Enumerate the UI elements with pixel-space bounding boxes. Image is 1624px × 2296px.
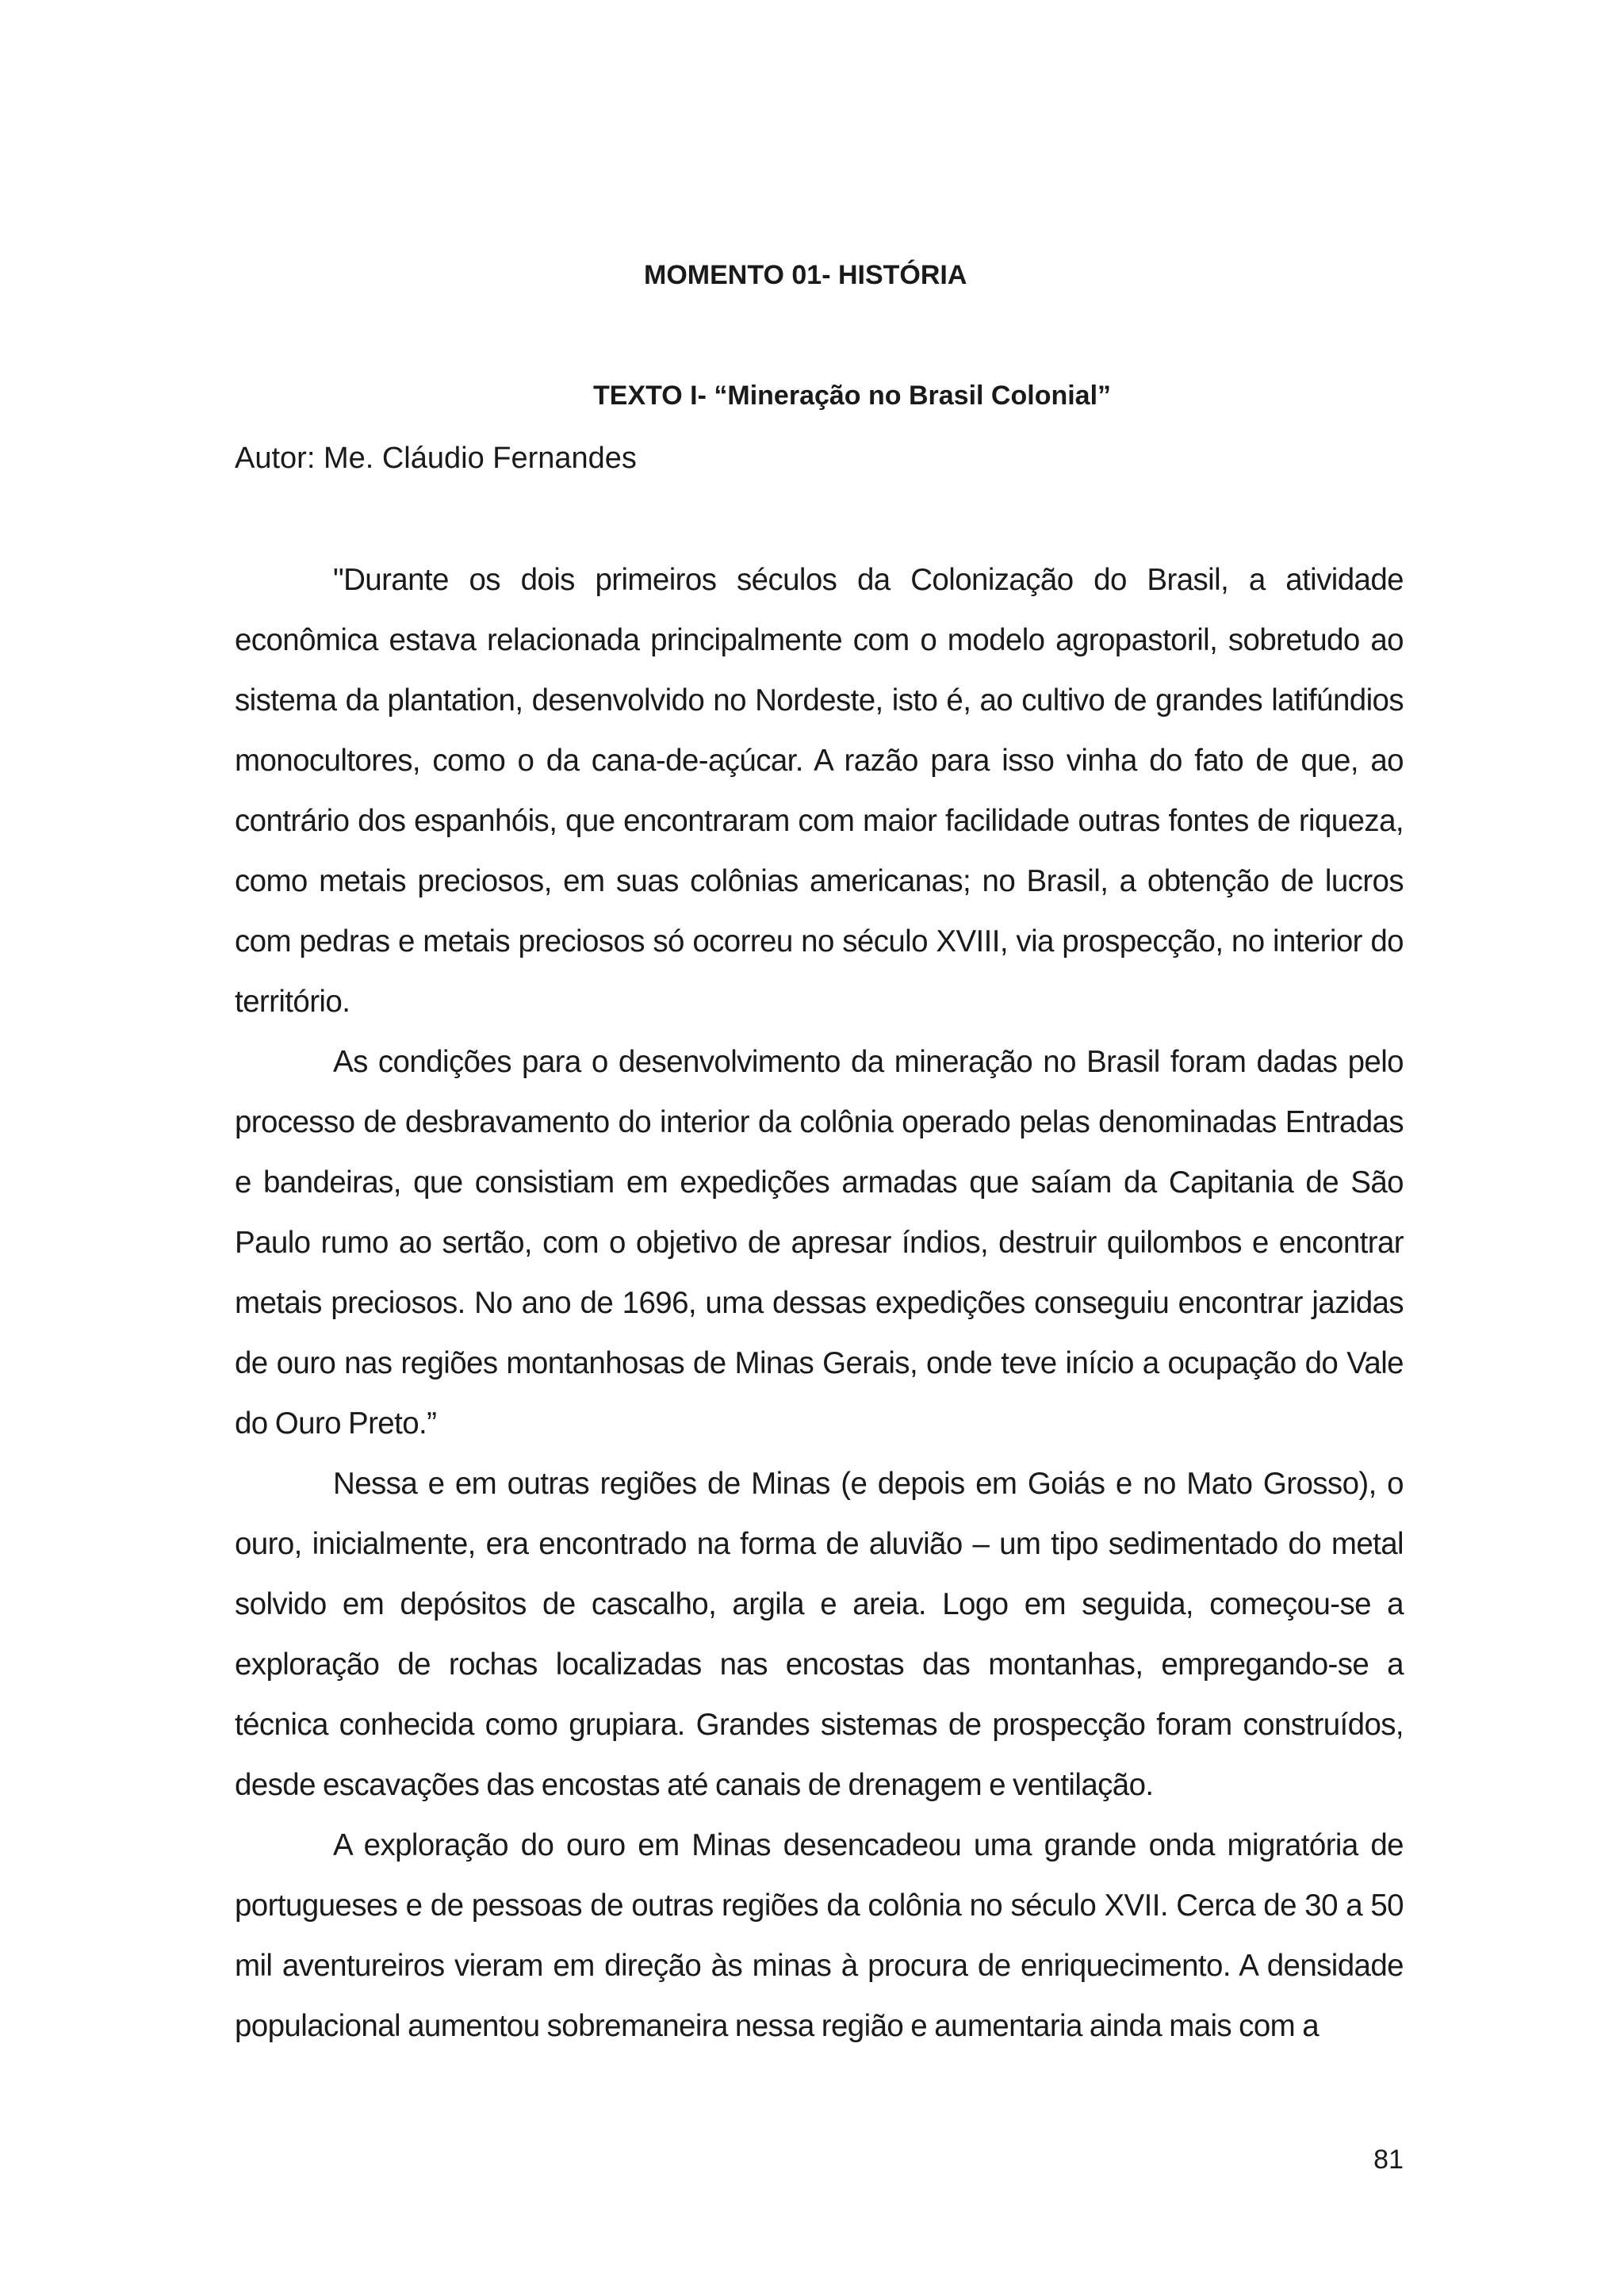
- body-text: [235, 550, 1404, 2057]
- paragraph: "Durante os dois primeiros séculos da Colonização do Brasil, a atividade econômica estava relacionada principalmente com o modelo agropastoril, sobretudo ao sistema da plantation, desenvolvido no Nordeste, isto é, ao cultivo de grandes latifúndios monocultores, como o da cana-de-açúcar. A razão para isso vinha do fato de que, ao contrário dos espanhóis, que encontraram com maior facilidade outras fontes de riqueza, como metais preciosos, em suas colônias americanas; no Brasil, a obtenção de lucros com pedras e metais preciosos só ocorreu no século XVIII, via prospecção, no interior do território.: [235, 563, 1404, 1019]
- text-title: TEXTO I- “Mineração no Brasil Colonial”: [593, 381, 1112, 411]
- page-number: 81: [1373, 2145, 1404, 2175]
- paragraph: A exploração do ouro em Minas desencadeou uma grande onda migratória de portugueses e de pessoas de outras regiões da colônia no século XVII. Cerca de 30 a 50 mil aventureiros vieram em direção às minas à procura de enriquecimento. A densidade populacional aumentou sobremaneira nessa região e aumentaria ainda mais com a: [235, 1828, 1404, 2043]
- moment-title: MOMENTO 01- HISTÓRIA: [644, 260, 967, 290]
- paragraph: As condições para o desenvolvimento da mineração no Brasil foram dadas pelo processo de desbravamento do interior da colônia operado pelas denominadas Entradas e bandeiras, que consistiam em expedições armadas que saíam da Capitania de São Paulo rumo ao sertão, com o objetivo de apresar índios, destruir quilombos e encontrar metais preciosos. No ano de 1696, uma dessas expedições conseguiu encontrar jazidas de ouro nas regiões montanhosas de Minas Gerais, onde teve início a ocupação do Vale do Ouro Preto.”: [235, 1045, 1404, 1441]
- paragraph: Nessa e em outras regiões de Minas (e depois em Goiás e no Mato Grosso), o ouro, inicialmente, era encontrado na forma de aluvião – um tipo sedimentado do metal solvido em depósitos de cascalho, argila e areia. Logo em seguida, começou-se a exploração de rochas localizadas nas encostas das montanhas, empregando-se a técnica conhecida como grupiara. Grandes sistemas de prospecção foram construídos, desde escavações das encostas até canais de drenagem e ventilação.: [235, 1467, 1404, 1802]
- author-line: Autor: Me. Cláudio Fernandes: [235, 442, 637, 475]
